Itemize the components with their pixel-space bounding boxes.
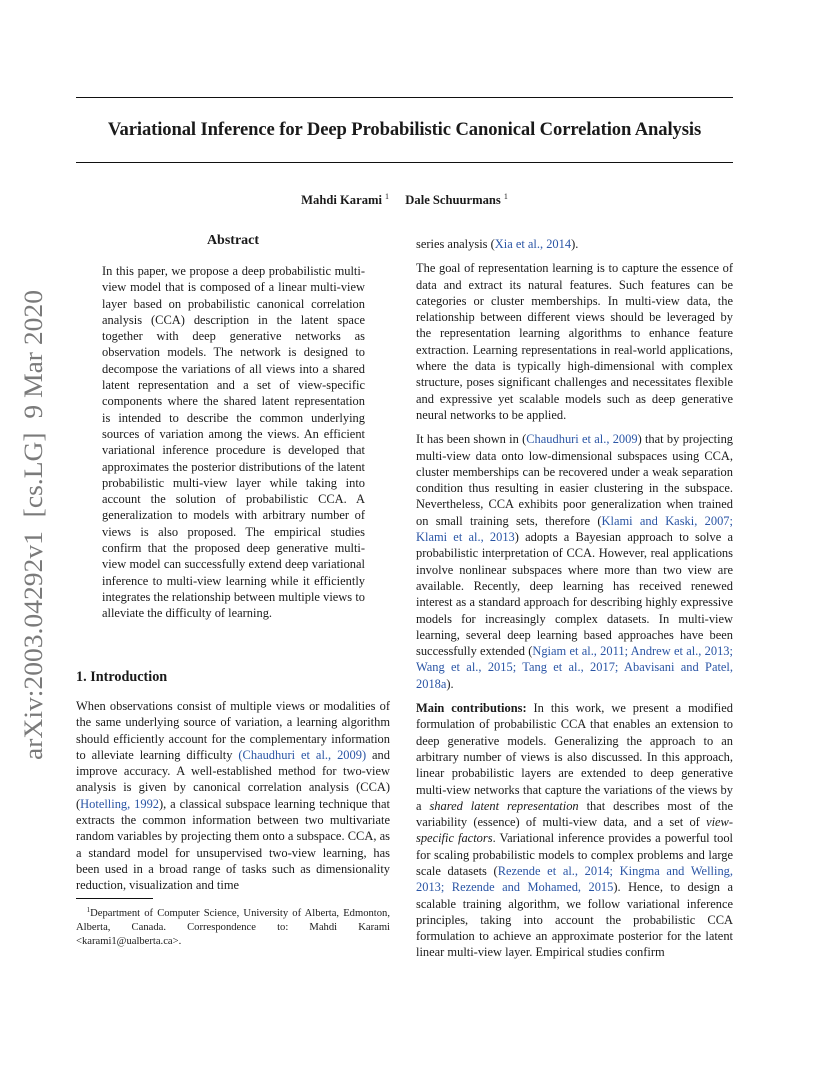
paragraph: It has been shown in (Chaudhuri et al., 2009) that by projecting multi-view data onto low-dimensional subspaces using CCA, cluster memberships can be recovered under a weak separation condition thus resulting in easier clustering in the subspace. Nevertheless, CCA exhibits poor generalization when trained on small training sets, therefore (Klami and Kaski, 2007; Klami et al., 2013) adopts a Bayesian approach to solve a probabilistic interpretation of CCA. However, real applications involve nonlinear subspaces where more than two view are available. Recently, deep learning has received renewed interest as a standard approach for describing highly expressive models for increasingly complex datasets. In multi-view learning, several deep learning based approaches have been successfully extended (Ngiam et al., 2011; Andrew et al., 2013; Wang et al., 2015; Tang et al., 2017; Abavisani and Patel, 2018a).	[416, 432, 734, 691]
citation-link[interactable]: Rezende et al., 2014; Kingma and Welling, 2013; Rezende and Mohamed, 2015	[416, 863, 733, 895]
citation-link[interactable]: Ngiam et al., 2011; Andrew et al., 2013; Wang et al., 2015; Tang et al., 2017; Abavisani and Patel, 2018a	[416, 644, 733, 691]
paragraph: series analysis (Xia et al., 2014).	[416, 237, 579, 251]
author-affiliation-mark: 1	[503, 192, 508, 201]
paper-title: Variational Inference for Deep Probabilistic Canonical Correlation Analysis	[107, 119, 702, 140]
author-affiliation-mark: 1	[384, 192, 389, 201]
footnote-text: Department of Computer Science, University of Alberta, Edmonton, Alberta, Canada. Correspondence to: Mahdi Karami <karami1@ualberta.ca>.	[76, 908, 390, 948]
author-list	[76, 192, 733, 208]
abstract-heading: Abstract	[206, 233, 260, 248]
title-bottom-rule	[76, 162, 733, 163]
footnote-mark: 1	[86, 906, 91, 914]
paragraph: The goal of representation learning is to capture the essence of data and extract its natural features. Such features can be categories or cluster memberships. In multi-view data, the relationship between different views should be leveraged by the representation learning algorithms to enhance feature extraction. Learning representations in real-world applications, where the data is typically high-dimensional with complex structure, poses significant challenges and necessitates flexible and expressive yet scalable models such as deep generative neural networks to be applied.	[416, 261, 733, 422]
abstract-text: In this paper, we propose a deep probabilistic multi-view model that is composed of a linear multi-view layer based on probabilistic canonical correlation analysis (CCA) description in the latent space together with deep generative networks as observation models. The network is designed to decompose the variations of all views into a shared latent representation and a set of view-specific components where the shared latent representation is intended to describe the common underlying sources of variation among the views. An efficient variational inference procedure is developed that approximates the posterior distributions of the latent probabilistic multi-view layer while taking into account the solution of probabilistic CCA. A generalization to models with arbitrary number of views is also proposed. The empirical studies confirm that the proposed deep generative multi-view model can successfully extend deep variational inference to multi-view learning while it efficiently integrates the relationship between multiple views to alleviate the difficulty of learning.	[102, 264, 365, 621]
contributions-label: Main contributions:	[416, 701, 527, 716]
section-heading-introduction: 1. Introduction	[76, 669, 168, 685]
arxiv-identifier-stamp	[16, 290, 48, 760]
paragraph: Main contributions: In this work, we present a modified formulation of probabilistic CCA that enables an extension to deep generative models. Generalizing the approach to an arbitrary number of views is also discussed. In this approach, linear probabilistic layers are extended to deep generative multi-view networks that capture the variations of the views by a shared latent representation that describes most of the variability (essence) of multi-view data, and a set of view-specific factors. Variational inference provides a powerful tool for scaling probabilistic models to complex problems and large scale datasets (Rezende et al., 2014; Kingma and Welling, 2013; Rezende and Mohamed, 2015). Hence, to design a scalable training algorithm, we follow variational inference principles, taking into account the probabilistic CCA formulation to achieve an approximate posterior for the latent linear multi-view layer. Empirical studies confirm	[416, 701, 733, 960]
paragraph: When observations consist of multiple views or modalities of the same underlying source of variation, a learning algorithm should efficiently account for the complementary information to alleviate learning difficulty (Chaudhuri et al., 2009) and improve accuracy. A well-established method for two-view analysis is given by canonical correlation analysis (CCA) (Hotelling, 1992), a classical subspace learning technique that extracts the common information between two multivariate random variables by projecting them onto a subspace. CCA, as a standard model for unsupervised two-view learning, has been used in a broad range of tasks such as dimensionality reduction, visualization and time	[76, 699, 391, 893]
citation-link[interactable]: Klami and Kaski, 2007; Klami et al., 2013	[416, 513, 733, 545]
introduction-body	[76, 698, 390, 894]
citation-link[interactable]: Xia et al., 2014	[494, 237, 572, 251]
abstract-body	[102, 263, 365, 622]
author-name: Dale Schuurmans	[405, 193, 501, 207]
citation-link[interactable]: Chaudhuri et al., 2009	[526, 432, 638, 447]
footnote-rule	[76, 898, 153, 899]
citation-link[interactable]: (Chaudhuri et al., 2009)	[238, 747, 367, 762]
right-column	[416, 236, 733, 961]
author-name: Mahdi Karami	[301, 193, 382, 207]
arxiv-identifier-text: arXiv:2003.04292v1 [cs.LG] 9 Mar 2020	[19, 316, 48, 760]
citation-link[interactable]: Hotelling, 1992	[80, 796, 160, 811]
title-top-rule	[76, 97, 733, 98]
footnote	[76, 903, 390, 950]
